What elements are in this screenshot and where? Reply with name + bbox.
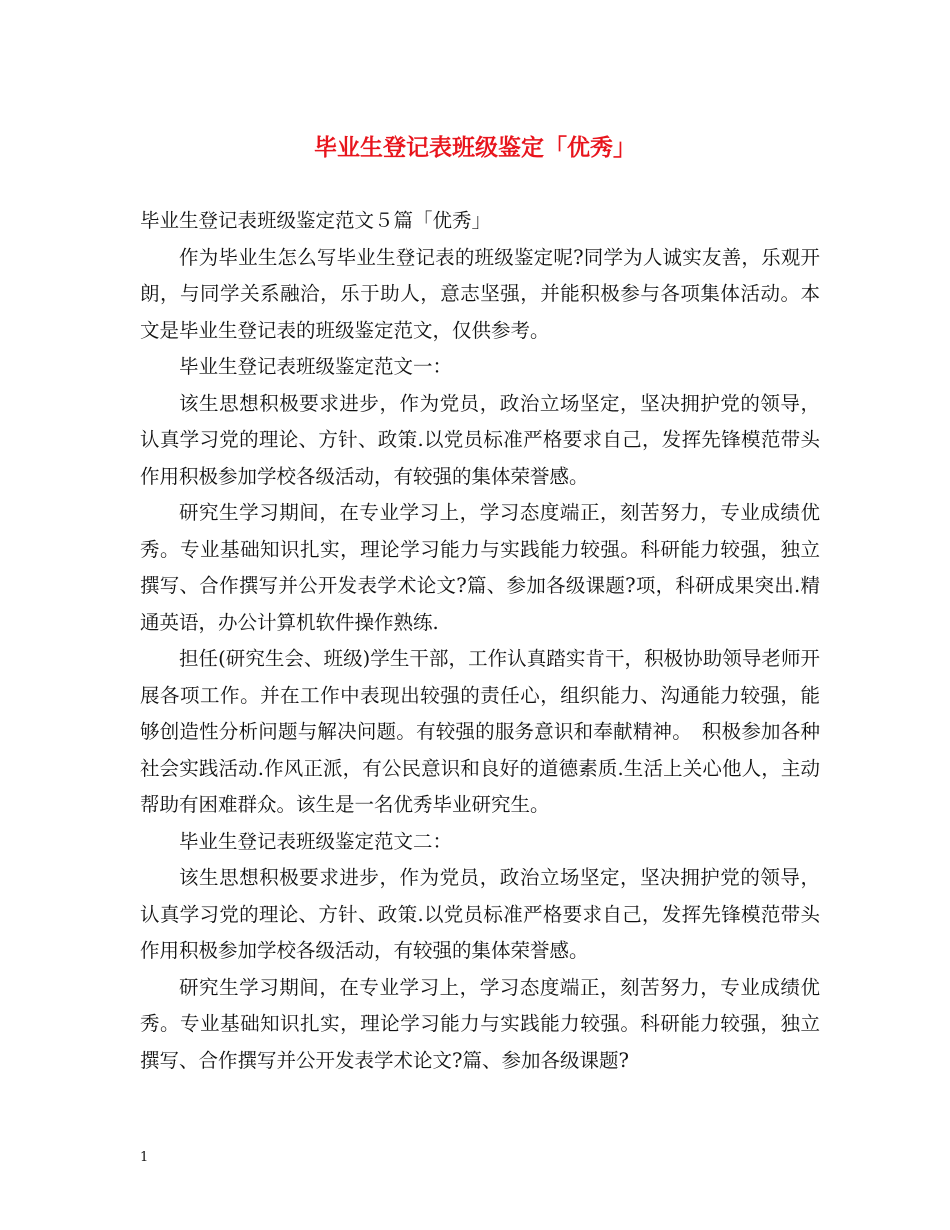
body-paragraph: 研究生学习期间，在专业学习上，学习态度端正，刻苦努力，专业成绩优秀。专业基础知识扎实，理论学习能力与实践能力较强。科研能力较强，独立撰写、合作撰写并公开发表学术论文?篇、参加各级课题?项，科研成果突出.精通英语，办公计算机软件操作熟练.	[140, 501, 820, 634]
section-heading-sample-one: 毕业生登记表班级鉴定范文一：	[179, 355, 453, 378]
subtitle-paragraph: 毕业生登记表班级鉴定范文５篇「优秀」	[140, 209, 492, 232]
body-paragraph: 担任(研究生会、班级)学生干部，工作认真踏实肯干，积极协助领导老师开展各项工作。并在工作中表现出较强的责任心，组织能力、沟通能力较强，能够创造性分析问题与解决问题。有较强的服务意识和奉献精神。 积极参加各种社会实践活动.作风正派，有公民意识和良好的道德素质.生活上关心他人，主动帮助有困难群众。该生是一名优秀毕业研究生。	[140, 647, 820, 816]
section-heading-sample-two: 毕业生登记表班级鉴定范文二：	[179, 829, 453, 853]
body-paragraph: 研究生学习期间，在专业学习上，学习态度端正，刻苦努力，专业成绩优秀。专业基础知识扎实，理论学习能力与实践能力较强。科研能力较强，独立撰写、合作撰写并公开发表学术论文?篇、参加各级课题?	[140, 975, 820, 1072]
document-title: 毕业生登记表班级鉴定「优秀」	[314, 134, 636, 161]
page-number: 1	[140, 1150, 149, 1165]
body-paragraph: 该生思想积极要求进步，作为党员，政治立场坚定，坚决拥护党的领导，认真学习党的理论、方针、政策.以党员标准严格要求自己，发挥先锋模范带头作用积极参加学校各级活动，有较强的集体荣誉感。	[140, 391, 820, 488]
intro-paragraph: 作为毕业生怎么写毕业生登记表的班级鉴定呢?同学为人诚实友善，乐观开朗，与同学关系融洽，乐于助人，意志坚强，并能积极参与各项集体活动。本文是毕业生登记表的班级鉴定范文，仅供参考。	[140, 245, 820, 342]
document-body	[140, 203, 820, 1079]
body-paragraph: 该生思想积极要求进步，作为党员，政治立场坚定，坚决拥护党的领导，认真学习党的理论、方针、政策.以党员标准严格要求自己，发挥先锋模范带头作用积极参加学校各级活动，有较强的集体荣誉感。	[140, 866, 820, 962]
